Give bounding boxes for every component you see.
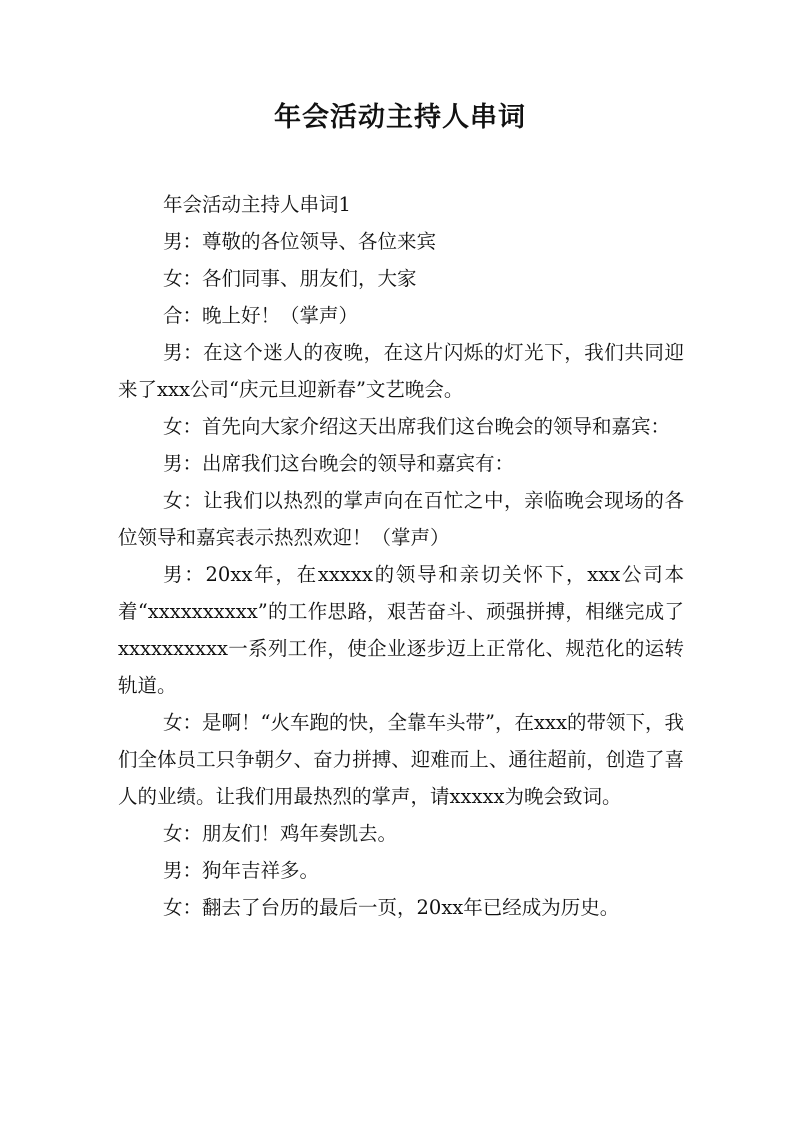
paragraph: 女：是啊！“火车跑的快，全靠车头带”，在xxx的带领下，我们全体员工只争朝夕、奋力拼搏、迎难而上、通往超前，创造了喜人的业绩。让我们用最热烈的掌声，请xxxxx为晚会致词。	[118, 711, 684, 808]
paragraph: 男：尊敬的各位领导、各位来宾	[163, 230, 437, 253]
paragraph: 女：各们同事、朋友们，大家	[163, 267, 417, 290]
document-body	[118, 186, 684, 926]
paragraph: 女：朋友们！鸡年奏凯去。	[163, 822, 398, 845]
paragraph: 男：出席我们这台晚会的领导和嘉宾有：	[163, 452, 515, 475]
paragraph: 女：翻去了台历的最后一页，20xx年已经成为历史。	[163, 896, 620, 919]
paragraph: 女：首先向大家介绍这天出席我们这台晚会的领导和嘉宾：	[163, 415, 671, 438]
paragraph: 男：狗年吉祥多。	[163, 859, 320, 882]
paragraph: 男：在这个迷人的夜晚，在这片闪烁的灯光下，我们共同迎来了xxx公司“庆元旦迎新春”文艺晚会。	[118, 341, 684, 401]
paragraph: 男：20xx年，在xxxxx的领导和亲切关怀下，xxx公司本着“xxxxxxxxxx”的工作思路，艰苦奋斗、顽强拼搏，相继完成了xxxxxxxxxx一系列工作，使企业逐步迈上正常化、规范化的运转轨道。	[118, 563, 684, 697]
document-title: 年会活动主持人串词	[274, 102, 526, 133]
paragraph: 女：让我们以热烈的掌声向在百忙之中，亲临晚会现场的各位领导和嘉宾表示热烈欢迎！（掌声）	[118, 489, 684, 549]
paragraph: 合：晚上好！（掌声）	[163, 304, 359, 327]
paragraph: 年会活动主持人串词1	[163, 193, 351, 216]
